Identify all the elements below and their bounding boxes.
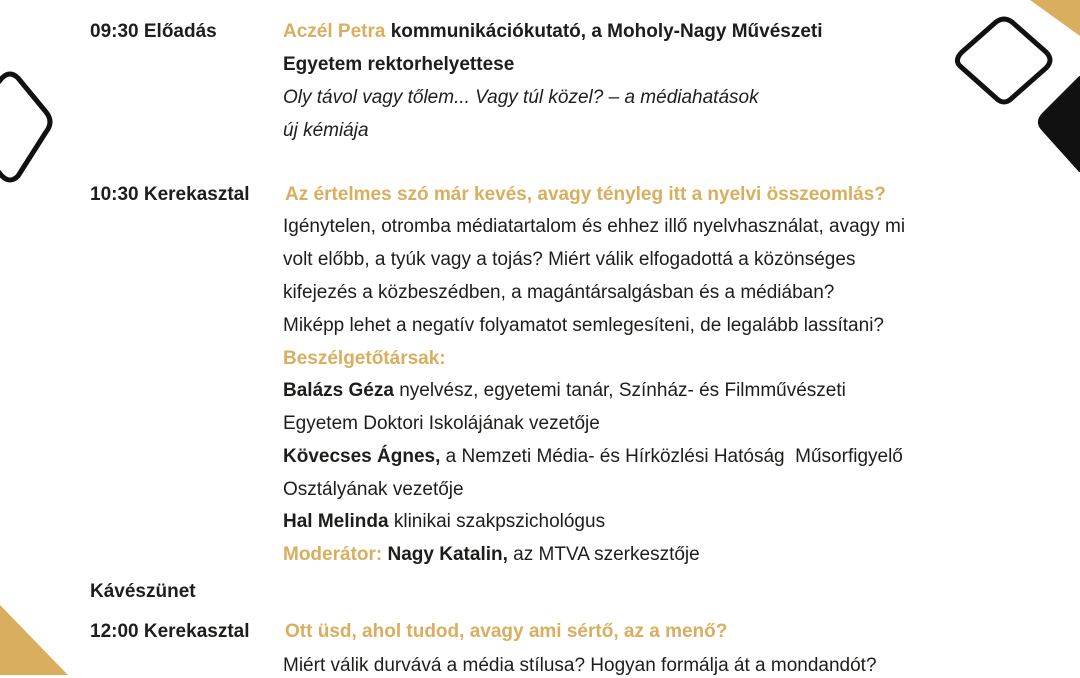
item2-panelist-2-role-2: Osztályának vezetője [283, 479, 464, 500]
item2-panelist-2-line [283, 445, 903, 469]
item2-moderator-name: Nagy Katalin, [387, 544, 508, 565]
item2-panelist-1-line [283, 379, 846, 403]
item2-panelist-3-line [283, 510, 605, 534]
item2-desc-4: Miképp lehet a negatív folyamatot semlegesíteni, de legalább lassítani? [283, 315, 884, 336]
left-outline-diamond-shape [0, 60, 60, 195]
item2-panel-label: Beszélgetőtársak: [283, 348, 446, 369]
bottom-left-gold-triangle-shape [0, 605, 70, 675]
right-filled-diamond-shape [1030, 70, 1080, 180]
item2-panelist-3-role: klinikai szakpszichológus [393, 511, 606, 532]
item3-desc-1: Miért válik durvává a média stílusa? Hogyan formálja át a mondandót? [283, 655, 877, 676]
item2-moderator-line [283, 543, 700, 567]
item2-time: 10:30 Kerekasztal [90, 184, 250, 205]
item2-panelist-1-role: nyelvész, egyetemi tanár, Színház- és Filmművészeti [399, 380, 846, 401]
item1-speaker-name: Aczél Petra [283, 21, 386, 42]
item2-desc-2: volt előbb, a tyúk vagy a tojás? Miért válik elfogadottá a közönséges [283, 249, 856, 270]
item1-talk-title-1: Oly távol vagy tőlem... Vagy túl közel? – a médiahatások [283, 87, 759, 108]
item2-moderator-label: Moderátor: [283, 544, 383, 565]
coffee-break-label: Kávészünet [90, 581, 196, 602]
item1-talk-title-2: új kémiája [283, 120, 369, 141]
item2-desc-1: Igénytelen, otromba médiatartalom és ehhez illő nyelvhasználat, avagy mi [283, 216, 906, 237]
item1-time: 09:30 Előadás [90, 21, 217, 42]
item2-desc-3: kifejezés a közbeszédben, a magántársalgásban és a médiában? [283, 282, 835, 303]
item2-panelist-1-name: Balázs Géza [283, 380, 394, 401]
item1-speaker-role-1: kommunikációkutató, a Moholy-Nagy Művészeti [390, 21, 823, 42]
item1-speaker-role-2: Egyetem rektorhelyettese [283, 54, 515, 75]
item3-time: 12:00 Kerekasztal [90, 621, 250, 642]
item2-panelist-2-role: a Nemzeti Média- és Hírközlési Hatóság Műsorfigyelő [445, 446, 903, 467]
item3-title: Ott üsd, ahol tudod, avagy ami sértő, az a menő? [285, 621, 728, 642]
item2-moderator-role: az MTVA szerkesztője [513, 544, 700, 565]
item2-panelist-1-role-2: Egyetem Doktori Iskolájának vezetője [283, 413, 600, 434]
item2-panelist-2-name: Kövecses Ágnes, [283, 446, 441, 467]
item1-speaker-line [283, 20, 823, 44]
item2-panelist-3-name: Hal Melinda [283, 511, 389, 532]
item2-title: Az értelmes szó már kevés, avagy tényleg itt a nyelvi összeomlás? [285, 184, 886, 205]
